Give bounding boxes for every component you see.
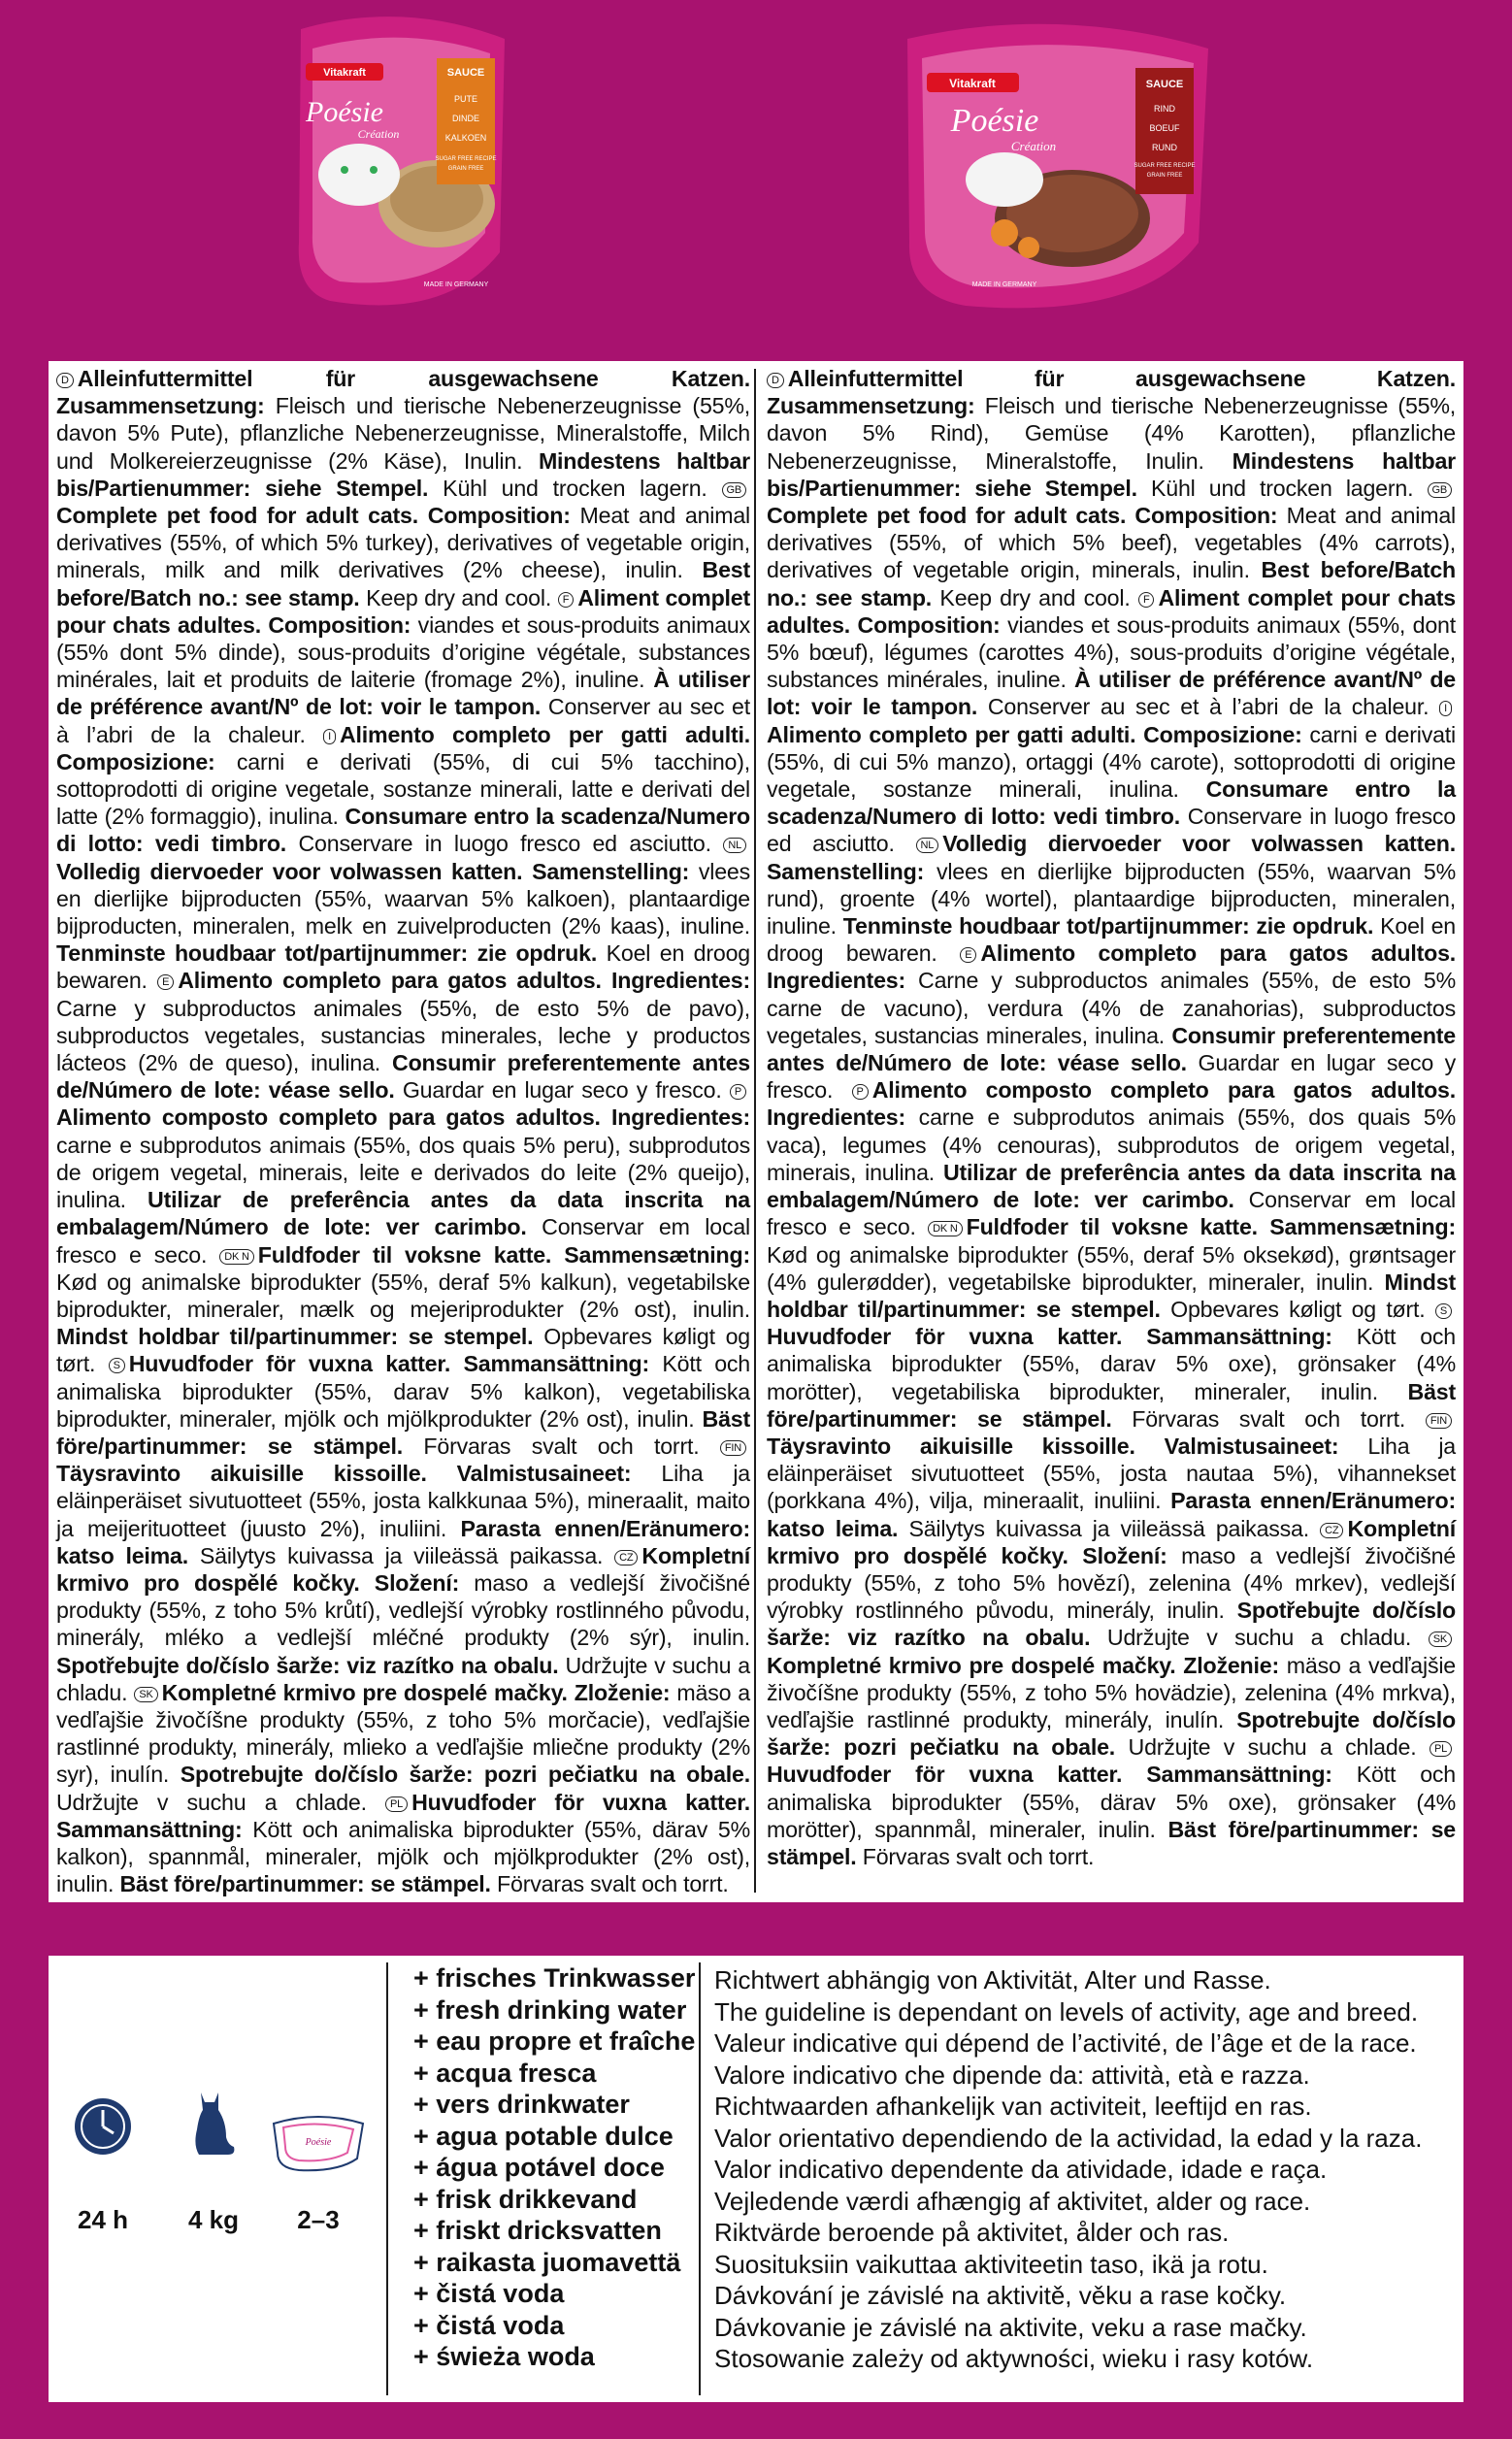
entry-composition: carni e derivati (55%, di cui 5% tacchino), sottoprodotti di origine vegetale, sostanze minerali, latte e derivati del latte (2% formaggio), inulina. — [56, 748, 750, 830]
tray-turkey-image — [291, 10, 514, 320]
entry-heading: Alleinfuttermittel für ausgewachsene Katzen. Zusammensetzung: — [56, 366, 750, 419]
guideline-item: Vejledende værdi afhængig af aktivitet, alder og race. — [714, 2186, 1311, 2216]
entry-storage: Kühl und trocken lagern. — [428, 475, 722, 501]
product-tray-beef — [888, 10, 1228, 320]
entry-composition: Fleisch und tierische Nebenerzeugnisse (55%, davon 5% Pute), pflanzliche Nebenerzeugnisse, Mineralstoffe, Milch und Molkereierzeugnisse (2% Käse), Inulin. — [56, 393, 750, 474]
product-tray-turkey — [291, 10, 514, 320]
country-code-badge: F — [1138, 592, 1155, 608]
svg-text:SAUCE: SAUCE — [1145, 79, 1184, 90]
entry-composition: Meat and animal derivatives (55%, of which 5% turkey), derivatives of vegetable origin, minerals, milk and milk derivatives (2% cheese), inulin. — [56, 503, 750, 583]
entry-storage: Guardar en lugar seco y fresco. — [394, 1077, 730, 1104]
entry-best-before: Mindestens haltbar bis/Partienummer: siehe Stempel. — [767, 447, 1456, 501]
entry-best-before: Consumare entro la scadenza/Numero di lotto: vedi timbro. — [767, 776, 1456, 830]
entry-heading: Kompletní krmivo pro dospělé kočky. Složení: — [767, 1515, 1456, 1568]
guideline-item: Richtwert abhängig von Aktivität, Alter und Rasse. — [714, 1965, 1271, 1994]
entry-storage: Koel en droog bewaren. — [56, 940, 750, 994]
svg-text:RIND: RIND — [1154, 104, 1175, 114]
language-entry — [56, 968, 750, 1103]
language-entry — [56, 366, 750, 501]
entry-storage: Förvaras svalt och torrt. — [856, 1843, 1095, 1869]
time-label: 24 h — [77, 2205, 129, 2234]
entry-heading: Kompletní krmivo pro dospělé kočky. Složení: — [56, 1542, 750, 1596]
country-code-badge: DK N — [219, 1249, 253, 1265]
entry-storage: Koel en droog bewaren. — [767, 913, 1456, 967]
svg-text:SUGAR FREE RECIPE: SUGAR FREE RECIPE — [435, 156, 497, 162]
water-item: + vers drinkwater — [413, 2090, 630, 2119]
guideline-item: Valor orientativo dependiendo de la actividad, la edad y la raza. — [714, 2123, 1423, 2153]
svg-text:Poésie: Poésie — [305, 2137, 332, 2148]
svg-text:Vitakraft: Vitakraft — [323, 67, 366, 79]
country-code-badge: F — [558, 592, 575, 608]
entry-composition: carne e subprodutos animais (55%, dos quais 5% peru), subprodutos de origem vegetal, minerais, leite e derivados do leite (2% queijo), inulina. — [56, 1132, 750, 1213]
guideline-item: Stosowanie zależy od aktywności, wieku i rasy kotów. — [714, 2344, 1314, 2373]
entry-storage: Udržujte v suchu a chlade. — [56, 1789, 386, 1815]
entry-composition: maso a vedlejší živočišné produkty (55%, z toho 5% hovězí), zelenina (4% mrkev), vedlejší výrobky rostlinného původu, minerály, inulin. — [767, 1542, 1456, 1624]
country-code-badge: P — [852, 1084, 869, 1100]
water-item: + świeża woda — [413, 2342, 595, 2371]
top-band — [0, 0, 1512, 361]
country-code-badge: E — [157, 974, 174, 990]
entry-storage: Conservare in luogo fresco ed asciutto. — [286, 831, 724, 857]
weight-label: 4 kg — [187, 2205, 240, 2234]
entry-composition: Kött och animaliska biprodukter (55%, darav 5% oxe), grönsaker (4% morötter), vegetabiliska biprodukter, mineraler, inulin. — [767, 1324, 1457, 1404]
water-item: + agua potable dulce — [413, 2121, 674, 2151]
entry-heading: Complete pet food for adult cats. Composition: — [56, 503, 571, 529]
entry-best-before: À utiliser de préférence avant/Nº de lot: voir le tampon. — [767, 667, 1456, 720]
entry-composition: Carne y subproductos animales (55%, de esto 5% de pavo), subproductos vegetales, sustancias minerales, leche y productos lácteos (2% de queso), inulina. — [56, 995, 750, 1076]
guideline-item: The guideline is dependant on levels of activity, age and breed. — [714, 1996, 1419, 2027]
entry-composition: Liha ja eläinperäiset sivutuotteet (55%, josta kalkkunaa 5%), mineraalit, maito ja meijerituotteet (juusto 2%), inuliini. — [56, 1461, 750, 1541]
svg-text:SUGAR FREE RECIPE: SUGAR FREE RECIPE — [1134, 163, 1196, 169]
entry-composition: vlees en dierlijke bijproducten (55%, waarvan 5% rund), groente (4% wortel), plantaardige bijproducten, mineralen, inuline. — [767, 858, 1456, 939]
entry-best-before: Best before/Batch no.: see stamp. — [767, 557, 1457, 610]
country-code-badge: SK — [1429, 1631, 1452, 1647]
entry-best-before: Bäst före/partinummer: se stämpel. — [119, 1871, 491, 1897]
ingredients-column-left — [56, 365, 750, 1897]
country-code-badge: I — [1439, 701, 1452, 716]
entry-heading: Alimento completo para gatos adultos. Ingredientes: — [178, 968, 750, 994]
feeding-divider-1 — [386, 1962, 388, 2395]
country-code-badge: FIN — [1426, 1413, 1452, 1429]
entry-best-before: Mindestens haltbar bis/Partienummer: siehe Stempel. — [56, 447, 751, 501]
entry-best-before: Utilizar de preferência antes da data inscrita na embalagem/Número de lote: ver carimbo. — [767, 1159, 1457, 1213]
water-item: + čistá voda — [413, 2279, 565, 2308]
entry-storage: Säilytys kuivassa ja viileässä paikassa. — [898, 1515, 1321, 1541]
svg-text:MADE IN GERMANY: MADE IN GERMANY — [971, 281, 1037, 288]
country-code-badge: GB — [1428, 482, 1453, 498]
entry-heading: Täysravinto aikuisille kissoille. Valmistusaineet: — [767, 1433, 1339, 1459]
country-code-badge: NL — [723, 838, 746, 853]
entry-composition: carni e derivati (55%, di cui 5% manzo), ortaggi (4% carote), sottoprodotti di origine vegetale, sostanze minerali, inulina. — [767, 721, 1456, 803]
entry-storage: Guardar en lugar seco y fresco. — [767, 1050, 1456, 1104]
entry-best-before: À utiliser de préférence avant/Nº de lot: voir le tampon. — [56, 667, 750, 720]
svg-text:RUND: RUND — [1152, 143, 1177, 152]
tray-icon — [270, 2114, 367, 2179]
entry-best-before: Consumir preferentemente antes de/Número de lote: véase sello. — [56, 1050, 750, 1104]
svg-text:KALKOEN: KALKOEN — [444, 133, 487, 143]
entry-heading: Volledig diervoeder voor volwassen katten. Samenstelling: — [56, 858, 690, 884]
entry-storage: Conserver au sec et à l’abri de la chaleur. — [56, 694, 750, 747]
entry-heading: Huvudfoder för vuxna katter. Sammansättning: — [767, 1762, 1332, 1788]
svg-text:SAUCE: SAUCE — [446, 67, 485, 79]
portion-label: 2–3 — [297, 2205, 340, 2234]
entry-heading: Alimento composto completo para gatos adultos. Ingredientes: — [767, 1077, 1456, 1131]
water-item: + frisches Trinkwasser — [413, 1963, 696, 1993]
country-code-badge: NL — [916, 838, 939, 853]
svg-text:GRAIN FREE: GRAIN FREE — [447, 166, 484, 172]
entry-storage: Förvaras svalt och torrt. — [1111, 1405, 1426, 1432]
entry-composition: mäso a vedľajšie živočíšne produkty (55%, z toho 5% hovädzie), zelenina (4% mrkva), vedľajšie rastlinné produkty, minerály, inulín. — [767, 1652, 1457, 1732]
water-item: + friskt dricksvatten — [413, 2216, 662, 2245]
entry-heading: Huvudfoder för vuxna katter. Sammansättning: — [767, 1324, 1332, 1350]
entry-composition: vlees en dierlijke bijproducten (55%, waarvan 5% kalkoen), plantaardige bijproducten, mineralen, melk en zuivelproducten (2% kaas), inuline. — [56, 858, 751, 939]
language-entry — [56, 1351, 750, 1459]
country-code-badge: D — [56, 373, 74, 388]
svg-text:Création: Création — [357, 127, 400, 141]
water-item: + čistá voda — [413, 2310, 565, 2340]
country-code-badge: E — [960, 947, 976, 963]
ingredients-column-right — [767, 365, 1456, 1870]
water-list — [413, 1962, 695, 2373]
entry-composition: viandes et sous-produits animaux (55%, dont 5% bœuf), légumes (carottes 4%), sous-produits d’origine végétale, substances minérales, inuline. — [767, 611, 1456, 693]
entry-best-before: Spotřebujte do/číslo šarže: viz razítko na obalu. — [767, 1598, 1456, 1651]
entry-heading: Fuldfoder til voksne katte. Sammensætning: — [966, 1214, 1456, 1240]
water-item: + frisk drikkevand — [413, 2184, 638, 2214]
entry-best-before: Mindst holdbar til/partinummer: se stempel. — [767, 1269, 1456, 1322]
entry-best-before: Spotrebujte do/číslo šarže: pozri pečiatku na obale. — [767, 1706, 1456, 1761]
entry-storage: Opbevares køligt og tørt. — [1160, 1296, 1435, 1322]
entry-composition: carne e subprodutos animais (55%, dos quais 5% vaca), legumes (4% cenouras), subprodutos de origem vegetal, minerais, inulina. — [767, 1104, 1456, 1185]
entry-heading: Volledig diervoeder voor volwassen katten. Samenstelling: — [767, 831, 1456, 884]
country-code-badge: CZ — [614, 1550, 638, 1566]
entry-best-before: Spotřebujte do/číslo šarže: viz razítko na obalu. — [56, 1652, 559, 1678]
entry-best-before: Mindst holdbar til/partinummer: se stempel. — [56, 1324, 534, 1350]
country-code-badge: S — [109, 1358, 125, 1373]
entry-heading: Huvudfoder för vuxna katter. Sammansättning: — [128, 1351, 650, 1377]
entry-storage: Conservar em local fresco e seco. — [56, 1214, 750, 1268]
entry-storage: Udržujte v suchu a chladu. — [56, 1652, 750, 1705]
entry-storage: Udržujte v suchu a chlade. — [1115, 1734, 1430, 1761]
entry-best-before: Parasta ennen/Eränumero: katso leima. — [56, 1515, 750, 1568]
entry-composition: maso a vedlejší živočišné produkty (55%, z toho 5% krůtí), vedlejší výrobky rostlinného původu, minerály, mléko a vedlejší mléčné produkty (2% sýr), inulin. — [56, 1569, 750, 1651]
column-divider — [754, 369, 756, 1893]
svg-text:Poésie: Poésie — [950, 103, 1039, 139]
entry-heading: Fuldfoder til voksne katte. Sammensætning: — [257, 1241, 750, 1268]
entry-heading: Alimento composto completo para gatos adultos. Ingredientes: — [56, 1104, 750, 1131]
guideline-item: Valor indicativo dependente da atividade, idade e raça. — [714, 2155, 1328, 2184]
tray-beef-image — [888, 10, 1228, 320]
entry-best-before: Best before/Batch no.: see stamp. — [56, 557, 750, 610]
entry-best-before: Spotrebujte do/číslo šarže: pozri pečiatku na obale. — [180, 1762, 750, 1788]
guideline-list — [714, 1964, 1462, 2375]
svg-text:BOEUF: BOEUF — [1149, 123, 1180, 133]
feeding-divider-2 — [699, 1962, 701, 2395]
svg-text:Création: Création — [1010, 139, 1057, 153]
entry-best-before: Bäst före/partinummer: se stämpel. — [767, 1816, 1456, 1869]
entry-storage: Udržujte v suchu a chladu. — [1090, 1625, 1429, 1651]
country-code-badge: P — [730, 1084, 746, 1100]
guideline-item: Dávkování je závislé na aktivitě, věku a rase kočky. — [714, 2281, 1287, 2310]
guideline-item: Dávkovanie je závislé na aktivite, veku a rase mačky. — [714, 2312, 1307, 2342]
entry-composition: Carne y subproductos animales (55%, de esto 5% carne de vacuno), verdura (4% de zanahorias), subproductos vegetales, sustancias minerales, inulina. — [767, 968, 1456, 1048]
entry-composition: Fleisch und tierische Nebenerzeugnisse (55%, davon 5% Rind), Gemüse (4% Karotten), pflanzliche Nebenerzeugnisse, Mineralstoffe, Inulin. — [767, 393, 1456, 474]
entry-heading: Alimento completo para gatos adultos. Ingredientes: — [767, 940, 1457, 994]
country-code-badge: SK — [134, 1687, 157, 1702]
entry-storage: Conservare in luogo fresco ed asciutto. — [767, 804, 1457, 857]
svg-text:DINDE: DINDE — [451, 114, 480, 123]
entry-heading: Kompletné krmivo pre dospelé mačky. Zloženie: — [161, 1679, 671, 1705]
entry-best-before: Consumare entro la scadenza/Numero di lotto: vedi timbro. — [56, 804, 750, 857]
guideline-item: Valeur indicative qui dépend de l’activité, de l’âge et de la race. — [714, 2028, 1417, 2058]
entry-best-before: Utilizar de preferência antes da data inscrita na embalagem/Número de lote: ver carimbo. — [56, 1187, 751, 1240]
entry-storage: Säilytys kuivassa ja viileässä paikassa. — [188, 1542, 615, 1568]
guideline-item: Suosituksiin vaikuttaa aktiviteetin taso, ikä ja rotu. — [714, 2249, 1268, 2279]
cat-icon — [189, 2087, 238, 2161]
country-code-badge: D — [767, 373, 784, 388]
entry-heading: Alimento completo per gatti adulti. Composizione: — [767, 721, 1302, 747]
entry-composition: viandes et sous-produits animaux (55% dont 5% dinde), sous-produits d’origine végétale, substances minérales, lait et produits de laiterie (fromage 2%), inuline. — [56, 611, 750, 693]
country-code-badge: PL — [385, 1796, 408, 1812]
entry-best-before: Tenminste houdbaar tot/partijnummer: zie opdruk. — [842, 913, 1374, 939]
entry-heading: Alimento completo per gatti adulti. Composizione: — [56, 721, 751, 775]
entry-composition: Kött och animaliska biprodukter (55%, därav 5% kalkon), spannmål, mineraler, mjölk och mjölkprodukter (2% ost), inulin. — [56, 1816, 750, 1897]
water-item: + água potável doce — [413, 2153, 665, 2182]
entry-storage: Kühl und trocken lagern. — [1136, 475, 1428, 501]
entry-best-before: Parasta ennen/Eränumero: katso leima. — [767, 1488, 1456, 1541]
entry-heading: Aliment complet pour chats adultes. Composition: — [767, 584, 1456, 638]
entry-composition: Meat and animal derivatives (55%, of which 5% beef), vegetables (4% carrots), derivatives of vegetable origin, minerals, inulin. — [767, 503, 1456, 583]
entry-composition: Liha ja eläinperäiset sivutuotteet (55%, josta nautaa 5%), vihannekset (porkkana 4%), vilja, mineraalit, inuliini. — [767, 1433, 1456, 1514]
svg-text:GRAIN FREE: GRAIN FREE — [1146, 173, 1183, 179]
country-code-badge: GB — [722, 482, 747, 498]
svg-text:PUTE: PUTE — [453, 94, 478, 104]
entry-composition: Kød og animalske biprodukter (55%, deraf 5% kalkun), vegetabilske biprodukter, mineraler, mælk og mejeriprodukter (2% ost), inulin. — [56, 1269, 750, 1322]
entry-storage: Opbevares køligt og tørt. — [56, 1324, 750, 1377]
entry-heading: Aliment complet pour chats adultes. Composition: — [56, 584, 750, 638]
country-code-badge: PL — [1430, 1741, 1452, 1757]
entry-best-before: Bäst före/partinummer: se stämpel. — [56, 1405, 750, 1459]
entry-heading: Kompletné krmivo pre dospelé mačky. Zloženie: — [767, 1652, 1279, 1678]
svg-text:MADE IN GERMANY: MADE IN GERMANY — [423, 281, 489, 288]
entry-heading: Täysravinto aikuisille kissoille. Valmistusaineet: — [56, 1461, 632, 1487]
country-code-badge: S — [1435, 1303, 1452, 1319]
guideline-item: Riktvärde beroende på aktivitet, ålder och ras. — [714, 2218, 1230, 2247]
water-item: + acqua fresca — [413, 2058, 597, 2088]
country-code-badge: I — [323, 729, 336, 744]
entry-composition: Kød og animalske biprodukter (55%, deraf 5% oksekød), grøntsager (4% gulerødder), vegetabilske biprodukter, mineraler, inulin. — [767, 1241, 1456, 1295]
entry-best-before: Tenminste houdbaar tot/partijnummer: zie opdruk. — [56, 940, 598, 967]
country-code-badge: FIN — [720, 1440, 746, 1456]
language-entry — [56, 1077, 750, 1267]
water-item: + fresh drinking water — [413, 1994, 687, 2025]
entry-heading: Complete pet food for adult cats. Composition: — [767, 503, 1278, 529]
entry-storage: Förvaras svalt och torrt. — [490, 1871, 729, 1897]
country-code-badge: CZ — [1320, 1523, 1343, 1538]
guideline-item: Valore indicativo che dipende da: attività, età e razza. — [714, 2060, 1310, 2090]
entry-storage: Keep dry and cool. — [932, 584, 1138, 610]
language-entry — [767, 366, 1456, 501]
entry-best-before: Consumir preferentemente antes de/Número de lote: véase sello. — [767, 1022, 1457, 1076]
water-item: + eau propre et fraîche — [413, 2027, 696, 2056]
entry-composition: mäso a vedľajšie živočíšne produkty (55%, z toho 5% morčacie), vedľajšie rastlinné produkty, minerály, mlieko a vedľajšie mliečne produkty (2% syr), inulín. — [56, 1679, 750, 1788]
clock-icon — [73, 2096, 133, 2161]
entry-storage: Förvaras svalt och torrt. — [403, 1433, 720, 1459]
water-item: + raikasta juomavettä — [413, 2247, 681, 2277]
entry-storage: Keep dry and cool. — [359, 584, 558, 610]
entry-storage: Conserver au sec et à l’abri de la chaleur. — [977, 694, 1440, 720]
svg-text:Poésie: Poésie — [306, 96, 383, 128]
entry-storage: Conservar em local fresco e seco. — [767, 1187, 1456, 1240]
entry-composition: Kött och animaliska biprodukter (55%, därav 5% oxe), grönsaker (4% morötter), spannmål, mineraler, inulin. — [767, 1762, 1457, 1842]
guideline-item: Richtwaarden afhankelijk van activiteit, leeftijd en ras. — [714, 2092, 1312, 2121]
svg-text:Vitakraft: Vitakraft — [949, 77, 996, 90]
country-code-badge: DK N — [928, 1221, 962, 1236]
entry-composition: Kött och animaliska biprodukter (55%, darav 5% kalkon), vegetabiliska biprodukter, mineraler, mjölk och mjölkprodukter (2% ost), inulin. — [56, 1351, 750, 1432]
entry-heading: Alleinfuttermittel für ausgewachsene Katzen. Zusammensetzung: — [767, 366, 1456, 419]
entry-heading: Huvudfoder för vuxna katter. Sammansättning: — [56, 1789, 750, 1842]
entry-best-before: Bäst före/partinummer: se stämpel. — [767, 1378, 1456, 1432]
